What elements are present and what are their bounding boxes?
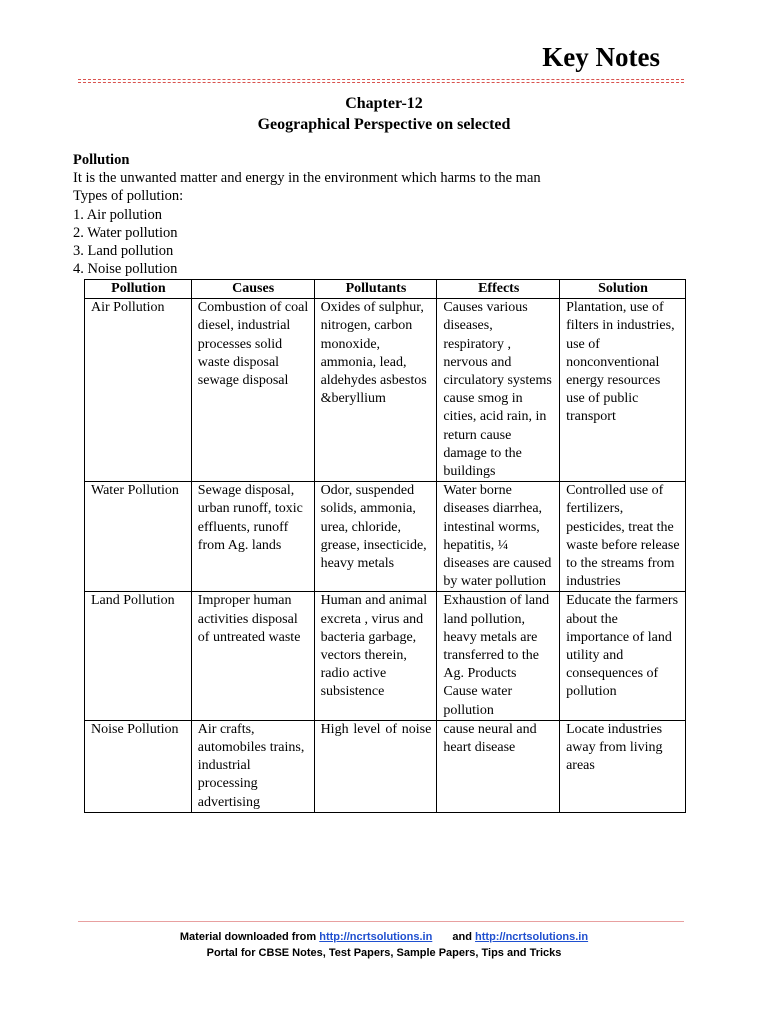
cell-pollution: Land Pollution	[85, 592, 192, 720]
page-header-title: Key Notes	[542, 42, 660, 72]
intro-section	[73, 151, 693, 278]
type-item-water: 2. Water pollution	[73, 224, 178, 241]
cell-causes: Improper human activities disposal of untreated waste	[191, 592, 314, 720]
cell-pollution: Water Pollution	[85, 482, 192, 592]
cell-effects: Exhaustion of land land pollution, heavy metals are transferred to the Ag. Products Cause water pollution	[437, 592, 560, 720]
column-header-effects: Effects	[437, 280, 560, 299]
table-header-row	[85, 280, 686, 299]
column-header-pollutants: Pollutants	[314, 280, 437, 299]
type-item-land: 3. Land pollution	[73, 243, 174, 260]
cell-causes: Air crafts, automobiles trains, industrial processing advertising	[191, 720, 314, 812]
footer-and: and	[452, 931, 472, 943]
type-item-noise: 4. Noise pollution	[73, 261, 178, 278]
footer-source-line	[0, 929, 768, 945]
column-header-pollution: Pollution	[85, 280, 192, 299]
chapter-title: Geographical Perspective on selected	[257, 116, 511, 133]
cell-solution: Locate industries away from living areas	[560, 720, 686, 812]
column-header-causes: Causes	[191, 280, 314, 299]
pollution-table	[84, 279, 686, 813]
cell-pollutants: High level of noise	[314, 720, 437, 812]
cell-effects: Water borne diseases diarrhea, intestinal worms, hepatitis, ¼ diseases are caused by water pollution	[437, 482, 560, 592]
table-row	[85, 482, 686, 592]
cell-causes: Sewage disposal, urban runoff, toxic effluents, runoff from Ag. lands	[191, 482, 314, 592]
table-row	[85, 720, 686, 812]
cell-effects: Causes various diseases, respiratory , nervous and circulatory systems cause smog in cities, acid rain, in return cause damage to the buildings	[437, 299, 560, 482]
cell-solution: Educate the farmers about the importance of land utility and consequences of pollution	[560, 592, 686, 720]
pollution-definition: It is the unwanted matter and energy in the environment which harms to the man	[73, 170, 541, 187]
chapter-heading	[0, 93, 768, 135]
cell-effects: cause neural and heart disease	[437, 720, 560, 812]
page-footer	[0, 929, 768, 961]
cell-pollution: Noise Pollution	[85, 720, 192, 812]
types-label: Types of pollution:	[73, 188, 184, 205]
table-row	[85, 592, 686, 720]
cell-pollutants: Odor, suspended solids, ammonia, urea, chloride, grease, insecticide, heavy metals	[314, 482, 437, 592]
column-header-solution: Solution	[560, 280, 686, 299]
header-divider	[78, 79, 684, 83]
table-row	[85, 299, 686, 482]
footer-prefix: Material downloaded from	[179, 931, 317, 943]
footer-tagline: Portal for CBSE Notes, Test Papers, Sample Papers, Tips and Tricks	[206, 947, 562, 959]
section-heading: Pollution	[73, 152, 130, 168]
footer-link-primary[interactable]: http://ncrtsolutions.in	[319, 931, 433, 943]
footer-divider	[78, 921, 684, 922]
chapter-number: Chapter-12	[345, 95, 423, 112]
cell-pollutants: Oxides of sulphur, nitrogen, carbon monoxide, ammonia, lead, aldehydes asbestos &beryllium	[314, 299, 437, 482]
cell-solution: Plantation, use of filters in industries, use of nonconventional energy resources use of public transport	[560, 299, 686, 482]
cell-pollution: Air Pollution	[85, 299, 192, 482]
footer-link-secondary[interactable]: http://ncrtsolutions.in	[475, 931, 589, 943]
cell-solution: Controlled use of fertilizers, pesticides, treat the waste before release to the streams from industries	[560, 482, 686, 592]
cell-pollutants: Human and animal excreta , virus and bacteria garbage, vectors therein, radio active subsistence	[314, 592, 437, 720]
type-item-air: 1. Air pollution	[73, 206, 163, 223]
cell-causes: Combustion of coal diesel, industrial processes solid waste disposal sewage disposal	[191, 299, 314, 482]
